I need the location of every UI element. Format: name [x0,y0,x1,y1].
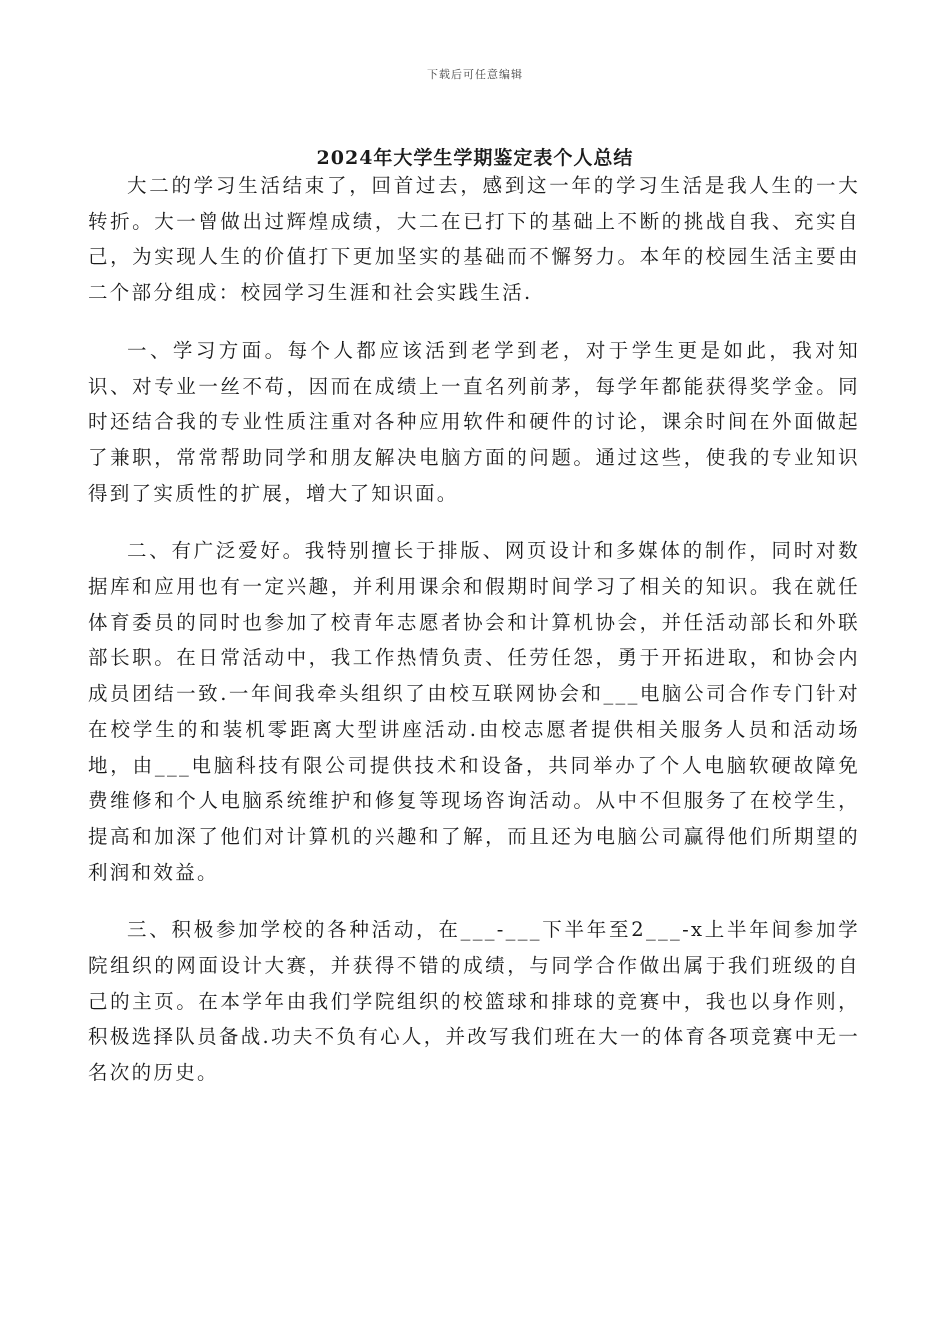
paragraph-intro: 大二的学习生活结束了，回首过去，感到这一年的学习生活是我人生的一大转折。大一曾做出过辉煌成绩，大二在已打下的基础上不断的挑战自我、充实自己，为实现人生的价值打下更加坚实的基础而不懈努力。本年的校园生活主要由二个部分组成：校园学习生涯和社会实践生活. [88,174,860,305]
paragraph-activities: 三、积极参加学校的各种活动，在___-___下半年至2___-x上半年间参加学院组织的网面设计大赛，并获得不错的成绩，与同学合作做出属于我们班级的自己的主页。在本学年由我们学院组织的校篮球和排球的竞赛中，我也以身作则，积极选择队员备战.功夫不负有心人，并改写我们班在大一的体育各项竞赛中无一名次的历史。 [88,918,860,1085]
paragraph-hobbies: 二、有广泛爱好。我特别擅长于排版、网页设计和多媒体的制作，同时对数据库和应用也有一定兴趣，并利用课余和假期时间学习了相关的知识。我在就任体育委员的同时也参加了校青年志愿者协会和计算机协会，并任活动部长和外联部长职。在日常活动中，我工作热情负责、任劳任怨，勇于开拓进取，和协会内成员团结一致.一年间我牵头组织了由校互联网协会和___电脑公司合作专门针对在校学生的和装机零距离大型讲座活动.由校志愿者提供相关服务人员和活动场地，由___电脑科技有限公司提供技术和设备，共同举办了个人电脑软硬故障免费维修和个人电脑系统维护和修复等现场咨询活动。从中不但服务了在校学生，提高和加深了他们对计算机的兴趣和了解，而且还为电脑公司赢得他们所期望的利润和效益。 [88,539,860,884]
header-note: 下载后可任意编辑 [427,68,523,81]
paragraph-study: 一、学习方面。每个人都应该活到老学到老，对于学生更是如此，我对知识、对专业一丝不苟，因而在成绩上一直名列前茅，每学年都能获得奖学金。同时还结合我的专业性质注重对各种应用软件和硬件的讨论，课余时间在外面做起了兼职，常常帮助同学和朋友解决电脑方面的问题。通过这些，使我的专业知识得到了实质性的扩展，增大了知识面。 [88,338,860,505]
document-body [88,168,860,1113]
document-title: 2024年大学生学期鉴定表个人总结 [316,147,634,169]
